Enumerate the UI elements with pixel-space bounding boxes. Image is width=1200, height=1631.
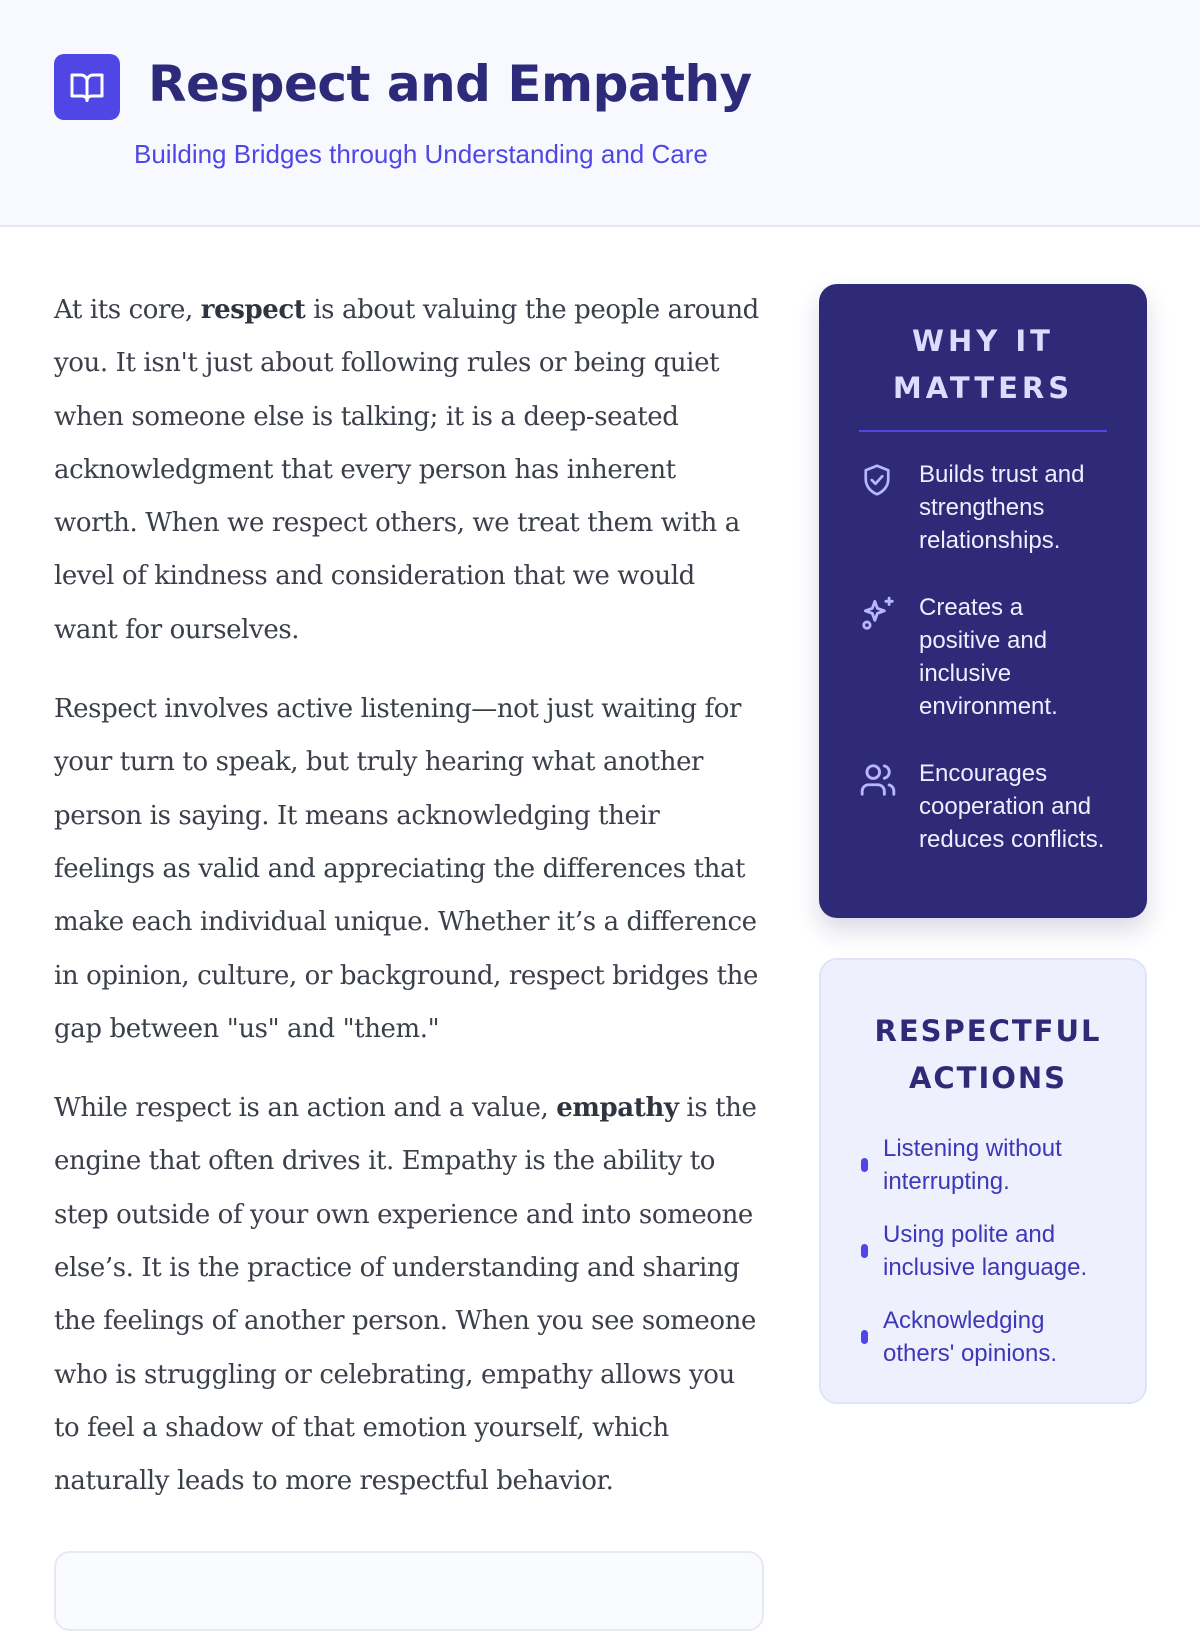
- why-item-cooperation: [859, 757, 1107, 856]
- why-item-label: Builds trust and strengthens relationships.: [919, 461, 1085, 554]
- page-subtitle: Building Bridges through Understanding and Care: [134, 139, 708, 169]
- why-item-label: Creates a positive and inclusive environment.: [919, 594, 1058, 720]
- why-item-trust: [859, 458, 1107, 557]
- bullet-icon: [861, 1158, 868, 1172]
- action-item: [861, 1218, 1115, 1284]
- article-paragraph-3: While respect is an action and a value, empathy is the engine that often drives it. Empathy is the ability to step outside of your own experience and into someone else’s. It is the practice of understanding and sharing the feelings of another person. When you see someone who is struggling or celebrating, empathy allows you to feel a shadow of that emotion yourself, which naturally leads to more respectful behavior.: [54, 1093, 757, 1497]
- why-it-matters-title: WHY IT MATTERS: [892, 324, 1074, 405]
- why-item-environment: [859, 591, 1107, 723]
- action-item: [861, 1304, 1115, 1370]
- action-label: Listening without interrupting.: [883, 1135, 1062, 1195]
- callout-box: [54, 1551, 764, 1631]
- action-label: Using polite and inclusive language.: [883, 1221, 1088, 1281]
- action-item: [861, 1132, 1115, 1198]
- article-body: [54, 284, 764, 1535]
- why-it-matters-card: [819, 284, 1147, 918]
- empathy-term: empathy: [556, 1093, 679, 1124]
- bullet-icon: [861, 1330, 868, 1344]
- respect-term: respect: [200, 295, 306, 325]
- users-icon: [859, 757, 903, 856]
- divider: [859, 430, 1107, 432]
- page-title: Respect and Empathy: [148, 55, 752, 113]
- why-item-label: Encourages cooperation and reduces conflicts.: [919, 760, 1105, 853]
- bullet-icon: [861, 1244, 868, 1258]
- respectful-actions-title: RESPECTFUL ACTIONS: [874, 1014, 1102, 1095]
- shield-check-icon: [859, 458, 903, 557]
- respectful-actions-card: [819, 958, 1147, 1404]
- article-paragraph-1: At its core, respect is about valuing the people around you. It isn't just about following rules or being quiet when someone else is talking; it is a deep-seated acknowledgment that every person has inherent worth. When we respect others, we treat them with a level of kindness and consideration that we would want for ourselves.: [54, 295, 759, 645]
- sparkles-icon: [859, 591, 903, 723]
- book-open-icon: [54, 54, 120, 120]
- page-header: [0, 0, 1200, 227]
- article-paragraph-2: Respect involves active listening—not just waiting for your turn to speak, but truly hearing what another person is saying. It means acknowledging their feelings as valid and appreciating the differences that make each individual unique. Whether it’s a difference in opinion, culture, or background, respect bridges the gap between "us" and "them.": [54, 694, 758, 1044]
- action-label: Acknowledging others' opinions.: [883, 1307, 1058, 1367]
